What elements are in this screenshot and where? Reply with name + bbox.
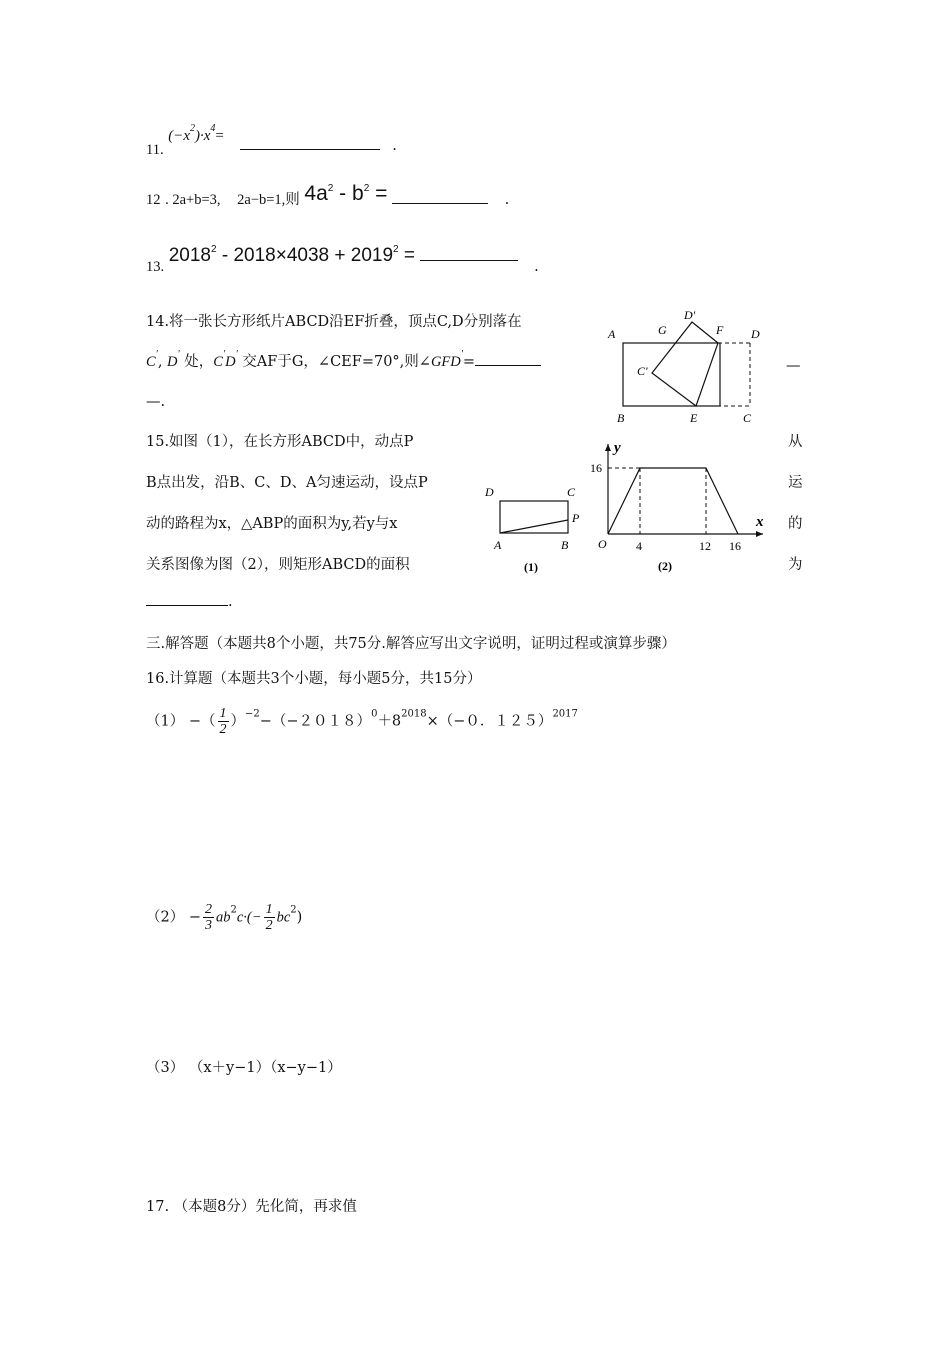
q15-right-3: 的 bbox=[788, 516, 803, 532]
q12-condition-2: 2a−b=1,则 bbox=[237, 192, 300, 208]
label-F: F bbox=[716, 323, 724, 337]
q16-part-2: （2） − $\frac{2}{3}$ $ab^2c\cdot(-$ $\frac{1}{2}$ $bc^2$) bbox=[146, 902, 303, 933]
label-G: G bbox=[658, 323, 667, 337]
q14-answer-blank[interactable] bbox=[475, 365, 541, 366]
fraction-two-thirds: $\frac{2}{3}$ bbox=[205, 902, 212, 933]
q11-answer-blank[interactable] bbox=[240, 149, 380, 150]
label-C-prime: C' bbox=[637, 364, 648, 378]
q13 bbox=[146, 244, 539, 275]
q14-line-2: C', D' 处，C'D' 交AF于G，∠CEF=70°,则∠GFD'= bbox=[146, 350, 541, 371]
label-P: P bbox=[572, 511, 580, 525]
q15-line-2: B点出发，沿B、C、D、A匀速运动，设点P bbox=[146, 475, 428, 491]
q13-expression: $2018^2 - 2018\times 4038 + 2019^2$ = bbox=[168, 244, 415, 266]
tick-y16: 16 bbox=[590, 461, 602, 475]
q12-expression: $4a^2 - b^2$ = bbox=[304, 182, 388, 205]
tick-x16: 16 bbox=[729, 539, 741, 553]
segment-ap bbox=[500, 520, 568, 533]
q14-line-1: 14.将一张长方形纸片ABCD沿EF折叠，顶点C,D分别落在 bbox=[146, 314, 522, 330]
tick-x12: 12 bbox=[699, 539, 711, 553]
axis-label-x: x bbox=[756, 514, 764, 530]
label-D: D bbox=[485, 485, 494, 499]
q13-number: 13. bbox=[146, 259, 165, 275]
caption-1: (1) bbox=[524, 560, 538, 574]
q11 bbox=[146, 123, 397, 158]
q15-right-1: 从 bbox=[788, 434, 803, 450]
fraction-one-half-b: $\frac{1}{2}$ bbox=[265, 902, 273, 933]
q12-number: 12 bbox=[146, 192, 161, 208]
q13-end: . bbox=[534, 259, 539, 275]
q14-dash-right: — bbox=[786, 358, 801, 374]
q12-end: . bbox=[504, 192, 510, 208]
q15-answer-blank[interactable] bbox=[146, 605, 228, 606]
x-axis-arrow bbox=[756, 531, 763, 537]
q11-number: 11. bbox=[146, 142, 164, 158]
caption-2: (2) bbox=[658, 559, 672, 573]
q15-figure-2 bbox=[588, 436, 773, 580]
label-C: C bbox=[567, 485, 576, 499]
q15-figure-1 bbox=[482, 480, 592, 578]
section-3-heading: 三.解答题（本题共8个小题，共75分.解答应写出文字说明，证明过程或演算步骤） bbox=[146, 636, 676, 652]
q15-right-2: 运 bbox=[788, 475, 803, 491]
q12 bbox=[146, 182, 510, 210]
label-B: B bbox=[561, 538, 569, 552]
axis-label-y: y bbox=[614, 440, 621, 456]
q15-line-5: . bbox=[146, 594, 233, 610]
graph-line bbox=[608, 468, 738, 534]
label-A: A bbox=[494, 538, 502, 552]
label-D: D bbox=[751, 327, 760, 341]
q16-part-1: （1） −（ $\frac{1}{2}$ ）$^{-2}-(-2018)^0+8^{2018}\times(-0$．１２５）$^{2017}$ bbox=[146, 706, 578, 737]
tick-x4: 4 bbox=[636, 539, 642, 553]
fraction-one-half: $\frac{1}{2}$ bbox=[219, 706, 227, 737]
label-D-prime: D' bbox=[684, 308, 696, 322]
q15-line-4: 关系图像为图（2），则矩形ABCD的面积 bbox=[146, 557, 410, 573]
q11-expression: $(-x^2)\cdot x^4=$ bbox=[168, 123, 224, 144]
label-A: A bbox=[608, 327, 616, 341]
q15-line-1: 15.如图（1），在长方形ABCD中，动点P bbox=[146, 434, 414, 450]
q12-answer-blank[interactable] bbox=[392, 203, 488, 204]
y-axis-arrow bbox=[605, 444, 611, 451]
q17-title: 17. （本题8分）先化简，再求值 bbox=[146, 1199, 357, 1215]
q11-end: . bbox=[392, 138, 397, 154]
q15-right-4: 为 bbox=[788, 557, 803, 573]
q15-line-3: 动的路程为x，△ABP的面积为y,若y与x bbox=[146, 516, 398, 532]
label-B: B bbox=[617, 411, 625, 425]
q12-condition-1: . 2a+b=3, bbox=[165, 192, 221, 208]
q14-line-3: —. bbox=[146, 394, 166, 410]
label-origin: O bbox=[598, 537, 607, 551]
q14-figure bbox=[600, 302, 790, 430]
q16-title: 16.计算题（本题共3个小题，每小题5分，共15分） bbox=[146, 671, 482, 687]
q16-part-3: （3） （x＋y−1）（x−y−1） bbox=[146, 1060, 342, 1076]
label-E: E bbox=[690, 411, 698, 425]
rectangle-abcd bbox=[500, 501, 568, 533]
label-C: C bbox=[743, 411, 752, 425]
q13-answer-blank[interactable] bbox=[420, 260, 518, 261]
